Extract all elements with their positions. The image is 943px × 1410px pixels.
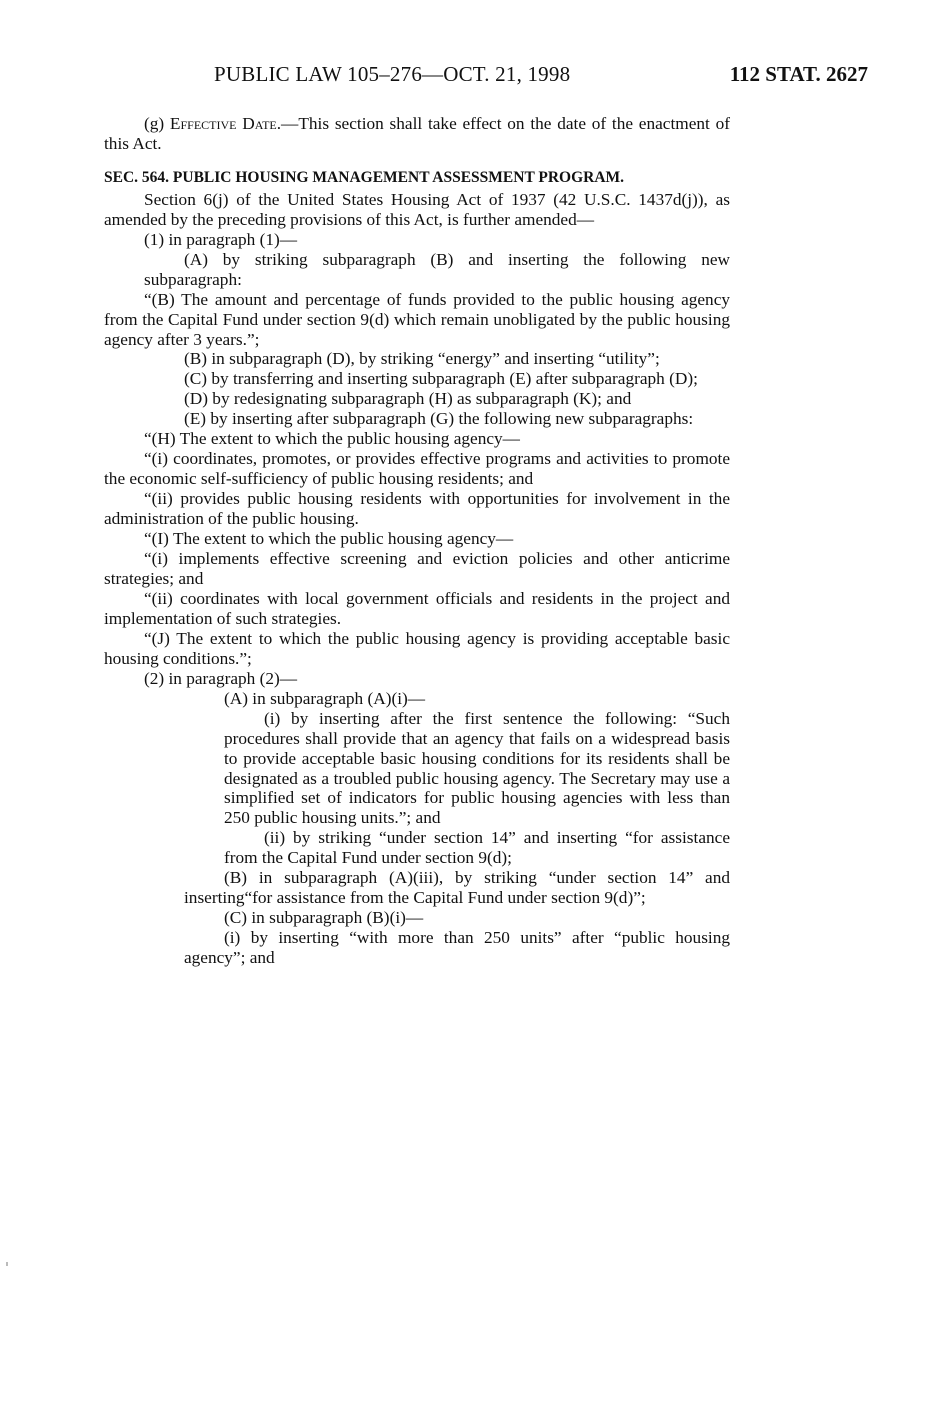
- quoted-subparagraph-J: “(J) The extent to which the public housing agency is providing acceptable basic housing conditions.”;: [104, 628, 730, 668]
- page-header: [214, 62, 868, 92]
- clause-2-C-i: (i) by inserting “with more than 250 units” after “public housing agency”; and: [184, 928, 730, 968]
- quoted-subparagraph-I: “(I) The extent to which the public housing agency—: [144, 529, 514, 549]
- paragraph-2-B: (B) in subparagraph (A)(iii), by striking “under section 14” and inserting“for assistance from the Capital Fund under section 9(d)”;: [184, 868, 730, 908]
- subsection-g-label: (g): [144, 114, 170, 133]
- scan-margin-mark: [6, 1262, 8, 1266]
- paragraph-2: (2) in paragraph (2)—: [144, 668, 298, 688]
- quoted-clause-H-ii: “(ii) provides public housing residents with opportunities for involvement in the administration of the public housing.: [104, 489, 730, 529]
- paragraph-2-C: (C) in subparagraph (B)(i)—: [224, 908, 424, 928]
- quoted-clause-H-i: “(i) coordinates, promotes, or provides effective programs and activities to promote the economic self-sufficiency of public housing residents; and: [104, 449, 730, 489]
- clause-2-A-i: (i) by inserting after the first sentence the following: “Such procedures shall provide that an agency that fails on a widespread basis to provide acceptable basic housing conditions for its residents shall be designated as a troubled public housing agency. The Secretary may use a simplified set of indicators for public housing agencies with less than 250 public housing units.”; and: [224, 708, 730, 828]
- quoted-clause-I-ii: “(ii) coordinates with local government officials and residents in the project and implementation of such strategies.: [104, 588, 730, 628]
- paragraph-1-A: (A) by striking subparagraph (B) and inserting the following new subparagraph:: [144, 249, 730, 289]
- quoted-subparagraph-H: “(H) The extent to which the public housing agency—: [144, 429, 520, 449]
- quoted-subparagraph-B: “(B) The amount and percentage of funds provided to the public housing agency from the Capital Fund under section 9(d) which remain unobligated by the public housing agency after 3 years.”;: [104, 289, 730, 349]
- section-heading: SEC. 564. PUBLIC HOUSING MANAGEMENT ASSESSMENT PROGRAM.: [104, 168, 625, 186]
- statute-page-number: 112 STAT. 2627: [729, 62, 868, 86]
- section-intro: Section 6(j) of the United States Housing Act of 1937 (42 U.S.C. 1437d(j)), as amended by the preceding provisions of this Act, is further amended—: [104, 189, 730, 229]
- paragraph-1-C: (C) by transferring and inserting subparagraph (E) after subparagraph (D);: [184, 369, 698, 389]
- header-title: PUBLIC LAW 105–276—OCT. 21, 1998: [214, 62, 571, 86]
- clause-2-A-ii: (ii) by striking “under section 14” and inserting “for assistance from the Capital Fund under section 9(d);: [224, 828, 730, 868]
- paragraph-1-B: (B) in subparagraph (D), by striking “energy” and inserting “utility”;: [184, 349, 660, 369]
- subsection-g-heading: Effective Date: [169, 114, 277, 133]
- subsection-g: [104, 114, 730, 154]
- document-body: [104, 114, 730, 968]
- quoted-clause-I-i: “(i) implements effective screening and eviction policies and other anticrime strategies; and: [104, 549, 730, 588]
- paragraph-2-A: (A) in subparagraph (A)(i)—: [224, 688, 426, 708]
- paragraph-1: (1) in paragraph (1)—: [144, 229, 298, 249]
- subsection-g-text: .—This section shall take effect on the date of the enactment of this Act.: [104, 114, 730, 153]
- paragraph-1-D: (D) by redesignating subparagraph (H) as subparagraph (K); and: [184, 389, 632, 409]
- paragraph-1-E: (E) by inserting after subparagraph (G) the following new subparagraphs:: [184, 409, 694, 429]
